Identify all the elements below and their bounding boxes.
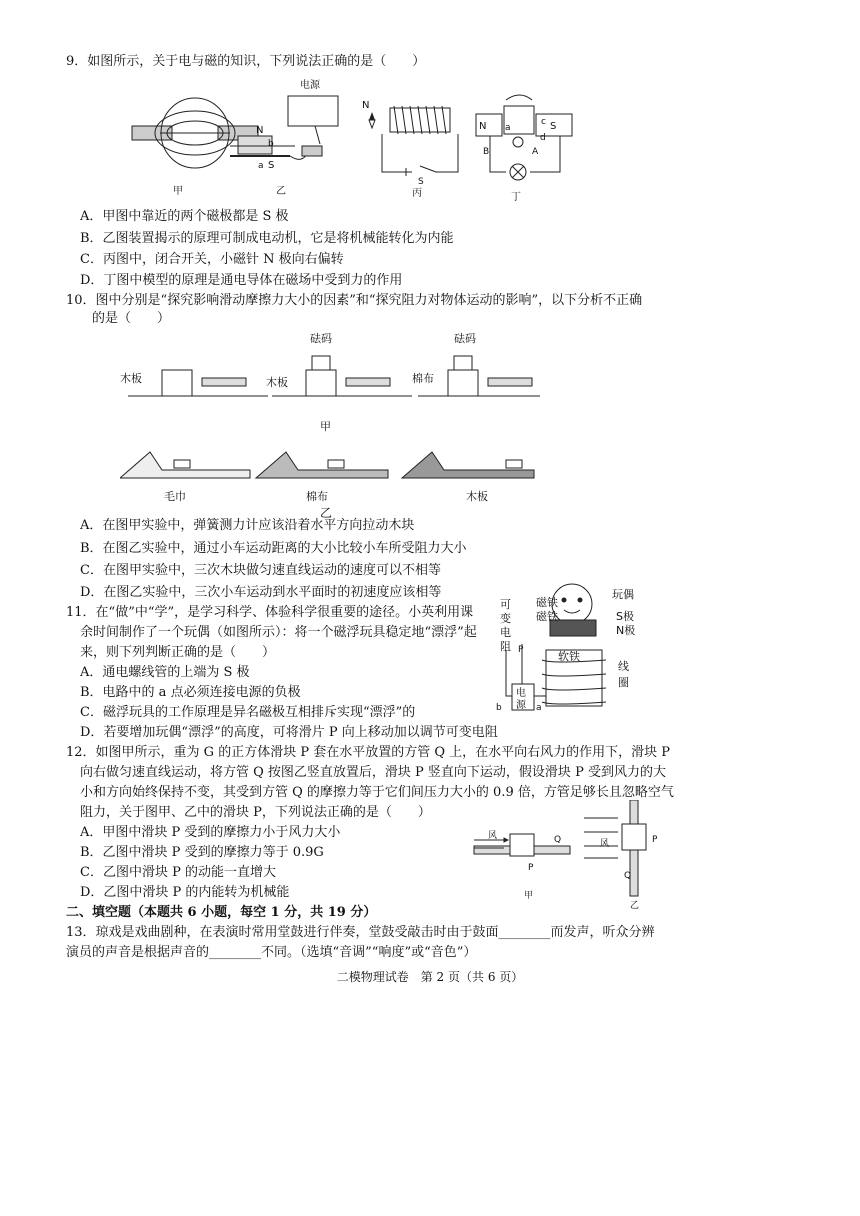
svg-text:电源: 电源 <box>300 80 320 91</box>
svg-text:变: 变 <box>500 612 511 625</box>
svg-text:a: a <box>258 161 264 171</box>
q12-fig-yi <box>584 800 646 896</box>
svg-text:丁: 丁 <box>511 192 521 203</box>
svg-text:可: 可 <box>500 598 511 611</box>
svg-text:乙: 乙 <box>320 506 333 520</box>
svg-text:源: 源 <box>516 700 526 711</box>
q9-option-a: A．甲图中靠近的两个磁极都是 S 极 <box>80 209 289 224</box>
svg-text:a: a <box>505 123 511 133</box>
svg-text:S: S <box>418 177 424 187</box>
svg-text:S: S <box>550 121 557 132</box>
q10-option-a: A．在图甲实验中，弹簧测力计应该沿着水平方向拉动木块 <box>80 518 415 533</box>
q12-option-a: A．甲图中滑块 P 受到的摩擦力小于风力大小 <box>80 825 341 840</box>
q13-line-1: 13．琼戏是戏曲剧种，在表演时常用堂鼓进行伴奏，堂鼓受敲击时由于鼓面________而发声，听众分辨 <box>66 925 655 940</box>
svg-text:B: B <box>483 147 490 157</box>
svg-text:圈: 圈 <box>618 676 629 689</box>
svg-text:P: P <box>518 645 524 655</box>
svg-text:N: N <box>479 121 487 132</box>
q10-stem-2: 的是（ ） <box>92 311 171 326</box>
svg-text:电: 电 <box>500 626 511 639</box>
q9-fig-jia-magnets <box>132 98 258 168</box>
q10-fig-jia-setups <box>128 356 540 396</box>
svg-text:毛巾: 毛巾 <box>164 490 186 503</box>
page-footer: 二模物理试卷 第 2 页（共 6 页） <box>336 970 524 984</box>
q11-stem-1: 11．在“做”中“学”，是学习科学、体验科学很重要的途径。小英利用课 <box>66 605 474 620</box>
q9-fig-bing-solenoid <box>369 106 458 176</box>
section-2-heading: 二、填空题（本题共 6 小题，每空 1 分，共 19 分） <box>66 905 377 920</box>
svg-text:b: b <box>496 703 502 713</box>
q12-option-b: B．乙图中滑块 P 受到的摩擦力等于 0.9G <box>80 845 324 860</box>
svg-text:b: b <box>268 139 274 149</box>
svg-text:c: c <box>541 117 546 127</box>
q11-stem-2: 余时间制作了一个玩偶（如图所示）：将一个磁浮玩具稳定地“漂浮”起 <box>80 625 477 640</box>
svg-text:N: N <box>256 125 264 136</box>
svg-text:木板: 木板 <box>466 490 488 503</box>
q9-option-d: D．丁图中模型的原理是通电导体在磁场中受到力的作用 <box>80 273 403 288</box>
q9-stem: 9．如图所示，关于电与磁的知识，下列说法正确的是（ ） <box>66 54 426 69</box>
svg-text:S: S <box>268 160 275 171</box>
q10-option-b: B．在图乙实验中，通过小车运动距离的大小比较小车所受阻力大小 <box>80 541 467 556</box>
svg-text:N极: N极 <box>616 624 636 637</box>
q12-stem-2: 向右做匀速直线运动，将方管 Q 按图乙竖直放置后，滑块 P 竖直向下运动，假设滑块 P 受到风力的大 <box>80 765 666 780</box>
q9-option-b: B．乙图装置揭示的原理可制成电动机，它是将机械能转化为内能 <box>80 231 454 246</box>
svg-text:风: 风 <box>488 831 498 841</box>
svg-text:软铁: 软铁 <box>558 650 580 663</box>
q11-figure <box>492 580 662 720</box>
q11-option-a: A．通电螺线管的上端为 S 极 <box>80 665 250 680</box>
q9-figure <box>120 76 680 206</box>
svg-text:棉布: 棉布 <box>412 372 434 385</box>
q12-stem-1: 12．如图甲所示，重为 G 的正方体滑块 P 套在水平放置的方管 Q 上，在水平向右风力的作用下，滑块 P <box>66 745 671 760</box>
q9-fig-ding-generator <box>476 95 572 180</box>
q13-line-2: 演员的声音是根据声音的________不同。（选填“音调”“响度”或“音色”） <box>66 945 477 960</box>
svg-text:砝码: 砝码 <box>454 332 476 345</box>
svg-text:阻: 阻 <box>500 640 511 653</box>
q11-stem-3: 来，则下列判断正确的是（ ） <box>80 645 276 660</box>
svg-text:风: 风 <box>600 839 610 849</box>
q12-stem-4: 阻力，关于图甲、乙中的滑块 P，下列说法正确的是（ ） <box>80 805 431 820</box>
svg-text:砝码: 砝码 <box>310 332 332 345</box>
svg-text:P: P <box>528 863 534 873</box>
q10-figure <box>120 330 550 520</box>
svg-text:A: A <box>532 147 539 157</box>
svg-text:甲: 甲 <box>320 420 331 433</box>
q9-fig-jia-label: 甲 <box>173 186 183 197</box>
q11-option-d: D．若要增加玩偶“漂浮”的高度，可将滑片 P 向上移动加以调节可变电阻 <box>80 725 498 740</box>
svg-text:Q: Q <box>624 871 632 881</box>
svg-text:a: a <box>536 703 542 713</box>
svg-text:磁铁: 磁铁 <box>536 596 558 609</box>
svg-text:S极: S极 <box>616 610 634 623</box>
q9-option-c: C．丙图中，闭合开关，小磁针 N 极向右偏转 <box>80 252 344 267</box>
q12-stem-3: 小和方向始终保持不变，其受到方管 Q 的摩擦力等于它们间压力大小的 0.9 倍，方管足够长且忽略空气 <box>80 785 674 800</box>
svg-text:木板: 木板 <box>266 376 288 389</box>
q11-option-b: B．电路中的 a 点必须连接电源的负极 <box>80 685 301 700</box>
q10-option-d: D．在图乙实验中，三次小车运动到水平面时的初速度应该相等 <box>80 585 442 600</box>
svg-text:乙: 乙 <box>276 186 286 197</box>
svg-text:乙: 乙 <box>630 901 640 910</box>
q10-option-c: C．在图甲实验中，三次木块做匀速直线运动的速度可以不相等 <box>80 563 441 578</box>
q10-fig-yi-ramps <box>120 452 534 478</box>
svg-text:磁铁: 磁铁 <box>536 610 558 623</box>
svg-text:线: 线 <box>618 660 629 673</box>
svg-text:d: d <box>540 133 546 143</box>
svg-text:N: N <box>362 100 370 111</box>
svg-text:玩偶: 玩偶 <box>612 588 634 601</box>
svg-text:电: 电 <box>516 688 526 699</box>
svg-text:Q: Q <box>554 835 562 845</box>
q11-option-c: C．磁浮玩具的工作原理是异名磁极互相排斥实现“漂浮”的 <box>80 705 416 720</box>
svg-text:棉布: 棉布 <box>306 490 328 503</box>
svg-text:甲: 甲 <box>524 891 534 901</box>
svg-text:丙: 丙 <box>412 188 422 199</box>
svg-text:P: P <box>652 835 658 845</box>
q10-stem-1: 10．图中分别是“探究影响滑动摩擦力大小的因素”和“探究阻力对物体运动的影响”，以下分析不正确 <box>66 293 643 308</box>
q12-figure <box>470 800 680 910</box>
q12-option-d: D．乙图中滑块 P 的内能转为机械能 <box>80 885 290 900</box>
q12-option-c: C．乙图中滑块 P 的动能一直增大 <box>80 865 276 880</box>
svg-text:木板: 木板 <box>120 372 142 385</box>
